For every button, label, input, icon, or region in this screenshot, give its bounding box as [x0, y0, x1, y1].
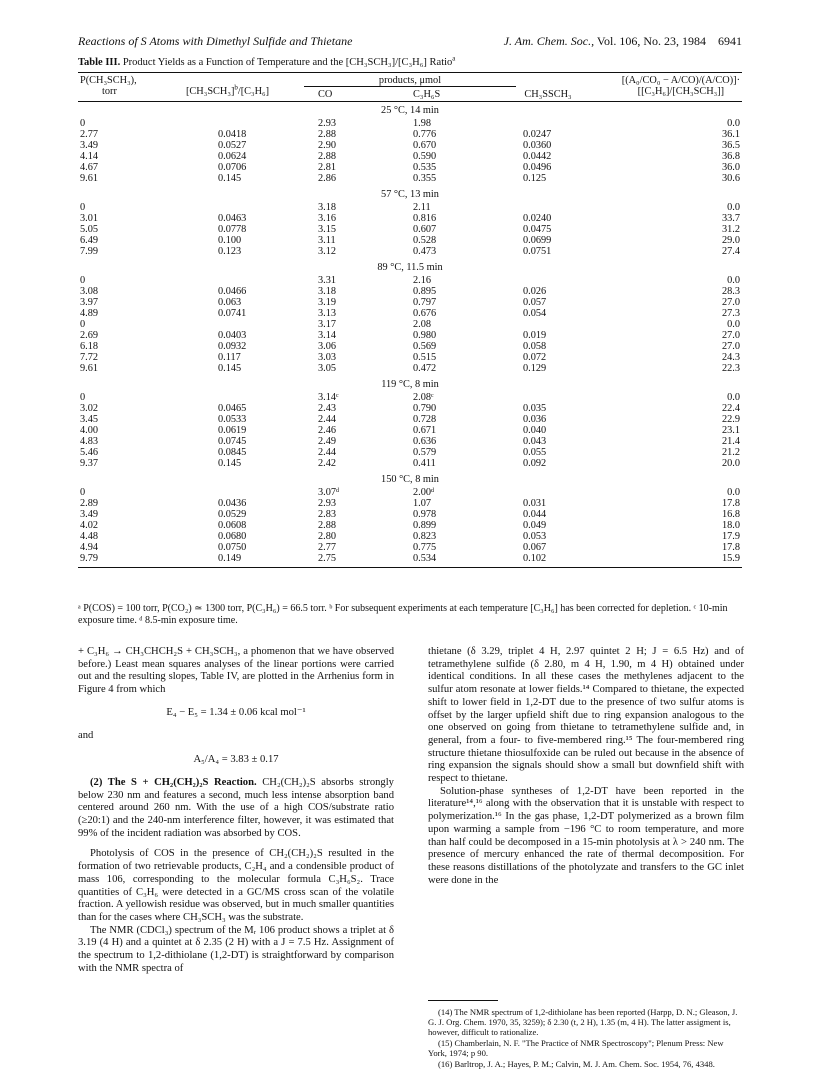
- cell-rate-ratio: 17.8: [721, 542, 740, 553]
- table-caption: [78, 54, 742, 68]
- cell-co: 2.49: [318, 436, 337, 447]
- cell-ch3ssch3: 0.055: [523, 447, 547, 458]
- running-head: [78, 34, 742, 50]
- equation-preexponential-ratio: A₅/A₄ = 3.83 ± 0.17: [193, 754, 279, 766]
- cell-ratio: 0.0778: [218, 224, 247, 235]
- cell-c3h6s: 0.816: [413, 213, 437, 224]
- cell-ratio: 0.117: [218, 352, 241, 363]
- cell-co: 2.90: [318, 140, 337, 151]
- cell-co: 2.44: [318, 447, 337, 458]
- cell-pressure: 4.00: [80, 425, 99, 436]
- cell-co: 2.88: [318, 520, 337, 531]
- table-row: [78, 487, 742, 498]
- cell-ch3ssch3: 0.043: [523, 436, 547, 447]
- cell-pressure: 0: [80, 118, 86, 129]
- cell-ratio: 0.0680: [218, 531, 247, 542]
- cell-c3h6s: 0.528: [413, 235, 437, 246]
- header-concentration-ratio: [186, 83, 270, 97]
- cell-pressure: 0: [80, 275, 86, 286]
- table-row: [78, 553, 742, 564]
- cell-ch3ssch3: 0.0475: [523, 224, 552, 235]
- reference-15: (15) Chamberlain, N. F. "The Practice of NMR Spectroscopy"; Plenum Press: New York, 1974; p 90.: [428, 1038, 724, 1058]
- cell-rate-ratio: 27.3: [721, 308, 740, 319]
- cell-ratio: 0.145: [218, 363, 242, 374]
- cell-co: 3.14ᶜ: [318, 392, 339, 403]
- table-row: [78, 129, 742, 140]
- cell-co: 2.81: [318, 162, 337, 173]
- cell-ratio: 0.145: [218, 173, 242, 184]
- table-row: [78, 297, 742, 308]
- right-paragraph-2: Solution-phase syntheses of 1,2-DT have been reported in the literature¹⁴,¹⁶ along with the observation that it is unstable with respect to polymerization.¹⁶ In the gas phase, 1,2-DT polymerized as a brown film upon warming a sample from −196 °C to room temperature, and more than half could be decomposed in a 15-min photolysis at λ > 240 nm. The presence of mercury enhanced the rate of thermal decomposition. For these reasons distillations of the photolyzate and transfers to the GC inlet were done in the: [428, 785, 744, 886]
- cell-rate-ratio: 22.4: [721, 403, 740, 414]
- table-row: [78, 118, 742, 129]
- cell-ratio: 0.0619: [218, 425, 247, 436]
- cell-co: 3.13: [318, 308, 337, 319]
- cell-c3h6s: 0.895: [413, 286, 437, 297]
- cell-ch3ssch3: 0.0247: [523, 129, 552, 140]
- page-number: 6941: [718, 34, 742, 48]
- cell-ratio: 0.0466: [218, 286, 247, 297]
- section-heading: (2) The S + CH₂(CH₂)₂S Reaction.: [90, 776, 257, 788]
- cell-co: 2.43: [318, 403, 337, 414]
- cell-ratio: 0.0624: [218, 151, 247, 162]
- section-label: 57 °C, 13 min: [381, 189, 439, 200]
- cell-c3h6s: 1.98: [413, 118, 432, 129]
- cell-c3h6s: 2.11: [413, 202, 431, 213]
- cell-co: 3.07ᵈ: [318, 487, 340, 498]
- table-title-footnote-mark: a: [452, 54, 456, 63]
- table-row: [78, 286, 742, 297]
- table-row: [78, 498, 742, 509]
- cell-rate-ratio: 17.8: [721, 498, 740, 509]
- and-text: and: [78, 729, 94, 741]
- cell-co: 2.80: [318, 531, 337, 542]
- cell-c3h6s: 0.728: [413, 414, 437, 425]
- cell-c3h6s: 0.776: [413, 129, 437, 140]
- cell-ch3ssch3: 0.067: [523, 542, 547, 553]
- table-row: [78, 392, 742, 403]
- cell-pressure: 5.46: [80, 447, 99, 458]
- cell-pressure: 2.89: [80, 498, 99, 509]
- cell-ch3ssch3: 0.0360: [523, 140, 552, 151]
- cell-ratio: 0.0608: [218, 520, 247, 531]
- cell-ratio: 0.0706: [218, 162, 247, 173]
- cell-ch3ssch3: 0.125: [523, 173, 547, 184]
- cell-rate-ratio: 15.9: [721, 553, 740, 564]
- cell-co: 3.16: [318, 213, 337, 224]
- cell-co: 2.88: [318, 151, 337, 162]
- cell-c3h6s: 2.16: [413, 275, 432, 286]
- cell-ch3ssch3: 0.058: [523, 341, 547, 352]
- cell-co: 3.17: [318, 319, 337, 330]
- header-concentration-footnote-mark: b: [234, 83, 238, 92]
- header-bottom-rule: [78, 101, 742, 102]
- header-concentration-ratio-b: /[C₃H₆]: [237, 86, 270, 97]
- cell-c3h6s: 0.978: [413, 509, 437, 520]
- cell-c3h6s: 0.473: [413, 246, 437, 257]
- table-row: [78, 213, 742, 224]
- cell-c3h6s: 0.670: [413, 140, 437, 151]
- running-head-citation: [504, 34, 742, 49]
- cell-c3h6s: 0.534: [413, 553, 437, 564]
- cell-c3h6s: 0.790: [413, 403, 437, 414]
- cell-rate-ratio: 33.7: [721, 213, 740, 224]
- cell-pressure: 4.89: [80, 308, 99, 319]
- cell-ch3ssch3: 0.036: [523, 414, 547, 425]
- cell-co: 2.42: [318, 458, 337, 469]
- cell-ch3ssch3: 0.040: [523, 425, 547, 436]
- cell-co: 3.31: [318, 275, 337, 286]
- cell-pressure: 0: [80, 202, 86, 213]
- cell-rate-ratio: 36.1: [721, 129, 740, 140]
- cell-ch3ssch3: 0.0240: [523, 213, 552, 224]
- table-row: [78, 458, 742, 469]
- table-row: [78, 202, 742, 213]
- cell-c3h6s: 0.797: [413, 297, 437, 308]
- cell-ratio: 0.0465: [218, 403, 247, 414]
- cell-co: 2.88: [318, 129, 337, 140]
- cell-co: 2.75: [318, 553, 337, 564]
- section-label: 119 °C, 8 min: [381, 379, 439, 390]
- cell-ch3ssch3: 0.044: [523, 509, 547, 520]
- cell-rate-ratio: 18.0: [721, 520, 740, 531]
- products-rule: [304, 86, 516, 87]
- table-row: [78, 341, 742, 352]
- cell-pressure: 4.02: [80, 520, 99, 531]
- cell-co: 3.12: [318, 246, 337, 257]
- cell-rate-ratio: 29.0: [721, 235, 740, 246]
- cell-ch3ssch3: 0.0442: [523, 151, 552, 162]
- table-bottom-rule: [78, 567, 742, 568]
- cell-pressure: 3.49: [80, 140, 99, 151]
- equation-energy-difference: E₄ − E₅ = 1.34 ± 0.06 kcal mol⁻¹: [166, 706, 306, 718]
- cell-rate-ratio: 0.0: [727, 487, 740, 498]
- cell-rate-ratio: 0.0: [727, 392, 740, 403]
- cell-ratio: 0.0463: [218, 213, 247, 224]
- cell-pressure: 4.94: [80, 542, 99, 553]
- cell-pressure: 2.77: [80, 129, 99, 140]
- cell-ratio: 0.100: [218, 235, 242, 246]
- cell-rate-ratio: 36.5: [721, 140, 740, 151]
- cell-ch3ssch3: 0.031: [523, 498, 547, 509]
- cell-rate-ratio: 27.4: [721, 246, 740, 257]
- reference-16: (16) Barltrop, J. A.; Hayes, P. M.; Calvin, M. J. Am. Chem. Soc. 1954, 76, 4348.: [438, 1059, 715, 1069]
- cell-c3h6s: 0.579: [413, 447, 437, 458]
- cell-ch3ssch3: 0.035: [523, 403, 547, 414]
- reference-14: (14) The NMR spectrum of 1,2-dithiolane has been reported (Harpp, D. N.; Gleason, J. G. J. Org. Chem. 1970, 35, 3259); δ 2.30 (t, 2 H), 1.35 (m, 4 H). The latter assigment is, however, difficult to rationalize.: [428, 1007, 738, 1037]
- cell-c3h6s: 2.08ᶜ: [413, 392, 434, 403]
- cell-ch3ssch3: 0.026: [523, 286, 547, 297]
- references-separator: [428, 1000, 498, 1001]
- cell-rate-ratio: 27.0: [721, 341, 740, 352]
- table-row: [78, 275, 742, 286]
- left-paragraph-2: [78, 777, 394, 841]
- cell-c3h6s: 0.636: [413, 436, 437, 447]
- cell-rate-ratio: 27.0: [721, 330, 740, 341]
- cell-ratio: 0.0932: [218, 341, 247, 352]
- cell-rate-ratio: 22.3: [721, 363, 740, 374]
- table-row: [78, 531, 742, 542]
- cell-ratio: 0.0750: [218, 542, 247, 553]
- cell-pressure: 0: [80, 319, 86, 330]
- cell-ratio: 0.123: [218, 246, 242, 257]
- cell-ratio: 0.149: [218, 553, 242, 564]
- left-paragraph-4: The NMR (CDCl₃) spectrum of the Mᵣ 106 product shows a triplet at δ 3.19 (4 H) and a quintet at δ 2.35 (2 H) with a J = 7.5 Hz. Assignment of the spectrum to 1,2-dithiolane (1,2-DT) is straightforward by comparison with the NMR spectra of: [78, 924, 394, 974]
- table-row: [78, 246, 742, 257]
- header-ratio: [622, 75, 740, 97]
- cell-pressure: 6.49: [80, 235, 99, 246]
- cell-co: 3.03: [318, 352, 337, 363]
- header-pressure-line2: torr: [102, 86, 117, 97]
- header-concentration-ratio-a: [CH₃SCH₃]: [186, 86, 235, 97]
- cell-rate-ratio: 20.0: [721, 458, 740, 469]
- table-row: [78, 330, 742, 341]
- table-row: [78, 235, 742, 246]
- header-ch3ssch3: CH₃SSCH₃: [524, 89, 572, 100]
- table-row: [78, 363, 742, 374]
- header-c3h6s: C₃H₆S: [413, 89, 441, 100]
- cell-ratio: 0.145: [218, 458, 242, 469]
- cell-ch3ssch3: 0.053: [523, 531, 547, 542]
- cell-c3h6s: 0.607: [413, 224, 437, 235]
- cell-ch3ssch3: 0.102: [523, 553, 547, 564]
- cell-co: 3.18: [318, 286, 337, 297]
- cell-co: 3.05: [318, 363, 337, 374]
- table-row: [78, 414, 742, 425]
- cell-c3h6s: 0.980: [413, 330, 437, 341]
- cell-ratio: 0.0845: [218, 447, 247, 458]
- table-row: [78, 509, 742, 520]
- header-co: CO: [318, 89, 333, 100]
- journal-name: J. Am. Chem. Soc.,: [503, 34, 595, 48]
- cell-ch3ssch3: 0.129: [523, 363, 547, 374]
- table-row: [78, 173, 742, 184]
- cell-rate-ratio: 24.3: [721, 352, 740, 363]
- cell-pressure: 7.99: [80, 246, 99, 257]
- cell-ratio: 0.0527: [218, 140, 247, 151]
- cell-pressure: 4.83: [80, 436, 99, 447]
- cell-ch3ssch3: 0.0751: [523, 246, 552, 257]
- cell-pressure: 9.61: [80, 173, 99, 184]
- cell-ch3ssch3: 0.092: [523, 458, 547, 469]
- cell-ratio: 0.0533: [218, 414, 247, 425]
- header-pressure-line1: P(CH₃SCH₃),: [80, 75, 137, 86]
- cell-pressure: 2.69: [80, 330, 99, 341]
- table-row: [78, 520, 742, 531]
- cell-ch3ssch3: 0.054: [523, 308, 547, 319]
- cell-rate-ratio: 22.9: [721, 414, 740, 425]
- cell-co: 2.93: [318, 118, 337, 129]
- header-ratio-line1: [(A₀/CO₀ − A/CO)/(A/CO)]·: [621, 75, 740, 86]
- cell-c3h6s: 2.00ᵈ: [413, 487, 435, 498]
- cell-pressure: 9.79: [80, 553, 99, 564]
- header-products: products, μmol: [378, 75, 442, 86]
- cell-ch3ssch3: 0.019: [523, 330, 547, 341]
- cell-c3h6s: 0.411: [413, 458, 436, 469]
- cell-pressure: 9.61: [80, 363, 99, 374]
- cell-pressure: 6.18: [80, 341, 99, 352]
- cell-co: 3.18: [318, 202, 337, 213]
- cell-c3h6s: 0.472: [413, 363, 437, 374]
- table-label: Table III.: [78, 57, 121, 68]
- cell-co: 2.46: [318, 425, 337, 436]
- table-row: [78, 447, 742, 458]
- cell-rate-ratio: 27.0: [721, 297, 740, 308]
- cell-ratio: 0.063: [218, 297, 242, 308]
- table-top-rule: [78, 72, 742, 73]
- cell-ch3ssch3: 0.057: [523, 297, 547, 308]
- cell-c3h6s: 1.07: [413, 498, 432, 509]
- table-row: [78, 436, 742, 447]
- cell-pressure: 3.97: [80, 297, 99, 308]
- cell-c3h6s: 0.676: [413, 308, 437, 319]
- cell-rate-ratio: 16.8: [721, 509, 740, 520]
- cell-pressure: 5.05: [80, 224, 99, 235]
- body-column-left: [78, 646, 394, 975]
- cell-co: 3.19: [318, 297, 337, 308]
- cell-pressure: 4.48: [80, 531, 99, 542]
- left-paragraph-1: + C₃H₆ → CH₃CHCH₂S + CH₃SCH₃, a phomenon that we have observed before.) Least mean squares analyses of the linear portions were carried out and the resulting slopes, Table IV, are plotted in the Arrhenius form in Figure 4 from which: [78, 646, 394, 696]
- section-label: 25 °C, 14 min: [381, 105, 439, 116]
- table-title-text: Product Yields as a Function of Temperature and the [CH₃SCH₃]/[C₃H₆] Ratio: [122, 57, 453, 68]
- cell-c3h6s: 0.515: [413, 352, 437, 363]
- running-head-title: Reactions of S Atoms with Dimethyl Sulfide and Thietane: [78, 34, 353, 48]
- cell-c3h6s: 0.569: [413, 341, 437, 352]
- section-label: 89 °C, 11.5 min: [377, 262, 443, 273]
- cell-ratio: 0.0745: [218, 436, 247, 447]
- table-row: [78, 319, 742, 330]
- header-ratio-line2: [[C₃H₆]/[CH₃SCH₃]]: [637, 86, 725, 97]
- cell-rate-ratio: 21.2: [721, 447, 740, 458]
- cell-rate-ratio: 36.8: [721, 151, 740, 162]
- cell-rate-ratio: 0.0: [727, 275, 740, 286]
- cell-rate-ratio: 0.0: [727, 118, 740, 129]
- header-pressure: [80, 75, 137, 97]
- section-label: 150 °C, 8 min: [381, 474, 439, 485]
- cell-pressure: 3.49: [80, 509, 99, 520]
- table-row: [78, 140, 742, 151]
- table-row: [78, 425, 742, 436]
- cell-ch3ssch3: 0.049: [523, 520, 547, 531]
- cell-pressure: 4.14: [80, 151, 99, 162]
- cell-rate-ratio: 23.1: [721, 425, 740, 436]
- cell-ch3ssch3: 0.072: [523, 352, 547, 363]
- cell-c3h6s: 0.671: [413, 425, 437, 436]
- cell-pressure: 3.02: [80, 403, 99, 414]
- cell-co: 2.83: [318, 509, 337, 520]
- cell-pressure: 9.37: [80, 458, 99, 469]
- table-row: [78, 403, 742, 414]
- cell-pressure: 3.45: [80, 414, 99, 425]
- table-row: [78, 224, 742, 235]
- cell-ch3ssch3: 0.0699: [523, 235, 552, 246]
- cell-pressure: 4.67: [80, 162, 99, 173]
- cell-rate-ratio: 28.3: [721, 286, 740, 297]
- cell-c3h6s: 0.535: [413, 162, 437, 173]
- left-paragraph-2-text: CH₂(CH₂)₂S absorbs strongly below 230 nm and features a second, much less intense absorption band centered around 260 nm. With the use of a high COS/substrate ratio (≥20:1) and the 240-nm interference filter, however, it was estimated that 99% of the incident radiation was absorbed by COS.: [78, 776, 394, 839]
- cell-c3h6s: 0.823: [413, 531, 437, 542]
- table-row: [78, 308, 742, 319]
- cell-pressure: 3.01: [80, 213, 99, 224]
- cell-pressure: 7.72: [80, 352, 99, 363]
- cell-rate-ratio: 30.6: [721, 173, 740, 184]
- cell-ratio: 0.0418: [218, 129, 247, 140]
- right-paragraph-1: thietane (δ 3.29, triplet 4 H, 2.97 quintet 2 H; J = 6.5 Hz) and of tetramethylene sulfide (δ 2.80, m 4 H, 1.90, m 4 H) obtained under identical conditions. In all these cases the methylenes adjacent to the sulfur atom resonate at lower fields.¹⁴ Compared to thietane, the expected shift to lower field in 1,2-DT due to the presence of two sulfur atoms is offset by the larger upfield shift due to ring expansion analogous to the one observed on going from thietane to tetramethylene sulfide and, in general, from a four- to five-membered ring.¹⁵ The four-membered ring structure thietane thiosulfoxide can be ruled out because in the absence of ring expansion the signals should show a small but downfield shift with respect to thietane.: [428, 646, 744, 785]
- cell-co: 2.86: [318, 173, 337, 184]
- table-row: [78, 352, 742, 363]
- cell-co: 2.77: [318, 542, 337, 553]
- cell-co: 3.14: [318, 330, 337, 341]
- body-column-right: [428, 646, 744, 887]
- cell-ratio: 0.0436: [218, 498, 247, 509]
- cell-rate-ratio: 0.0: [727, 319, 740, 330]
- cell-rate-ratio: 0.0: [727, 202, 740, 213]
- cell-co: 2.93: [318, 498, 337, 509]
- table-footnotes: ᵃ P(COS) = 100 torr, P(CO₂) ≃ 1300 torr, P(C₃H₆) = 66.5 torr. ᵇ For subsequent experiments at each temperature [C₃H₆] has been corrected for depletion. ᶜ 10-min exposure time. ᵈ 8.5-min exposure time.: [78, 603, 728, 626]
- cell-pressure: 0: [80, 392, 86, 403]
- cell-pressure: 0: [80, 487, 86, 498]
- references: [428, 1000, 744, 1070]
- cell-co: 3.06: [318, 341, 337, 352]
- cell-pressure: 3.08: [80, 286, 99, 297]
- cell-c3h6s: 2.08: [413, 319, 432, 330]
- cell-ratio: 0.0529: [218, 509, 247, 520]
- table-row: [78, 151, 742, 162]
- cell-c3h6s: 0.899: [413, 520, 437, 531]
- cell-rate-ratio: 36.0: [721, 162, 740, 173]
- cell-rate-ratio: 21.4: [721, 436, 740, 447]
- cell-rate-ratio: 17.9: [721, 531, 740, 542]
- cell-rate-ratio: 31.2: [721, 224, 740, 235]
- table-row: [78, 162, 742, 173]
- cell-co: 3.11: [318, 235, 336, 246]
- cell-c3h6s: 0.775: [413, 542, 437, 553]
- cell-co: 2.44: [318, 414, 337, 425]
- cell-c3h6s: 0.355: [413, 173, 437, 184]
- cell-c3h6s: 0.590: [413, 151, 437, 162]
- cell-ch3ssch3: 0.0496: [523, 162, 552, 173]
- cell-ratio: 0.0741: [218, 308, 247, 319]
- left-paragraph-3: Photolysis of COS in the presence of CH₂(CH₂)₂S resulted in the formation of two retrievable products, C₂H₄ and a condensible product of mass 106, corresponding to the molecular formula C₃H₆S₂. Trace quantities of C₃H₆ were detected in a GC/MS cross scan of the volatile fraction. A yellowish residue was observed, but in much smaller quantities than for the cases where CH₃SCH₃ was the substrate.: [78, 848, 394, 923]
- table-row: [78, 542, 742, 553]
- cell-ratio: 0.0403: [218, 330, 247, 341]
- volume-issue: Vol. 106, No. 23, 1984: [596, 34, 706, 48]
- cell-co: 3.15: [318, 224, 337, 235]
